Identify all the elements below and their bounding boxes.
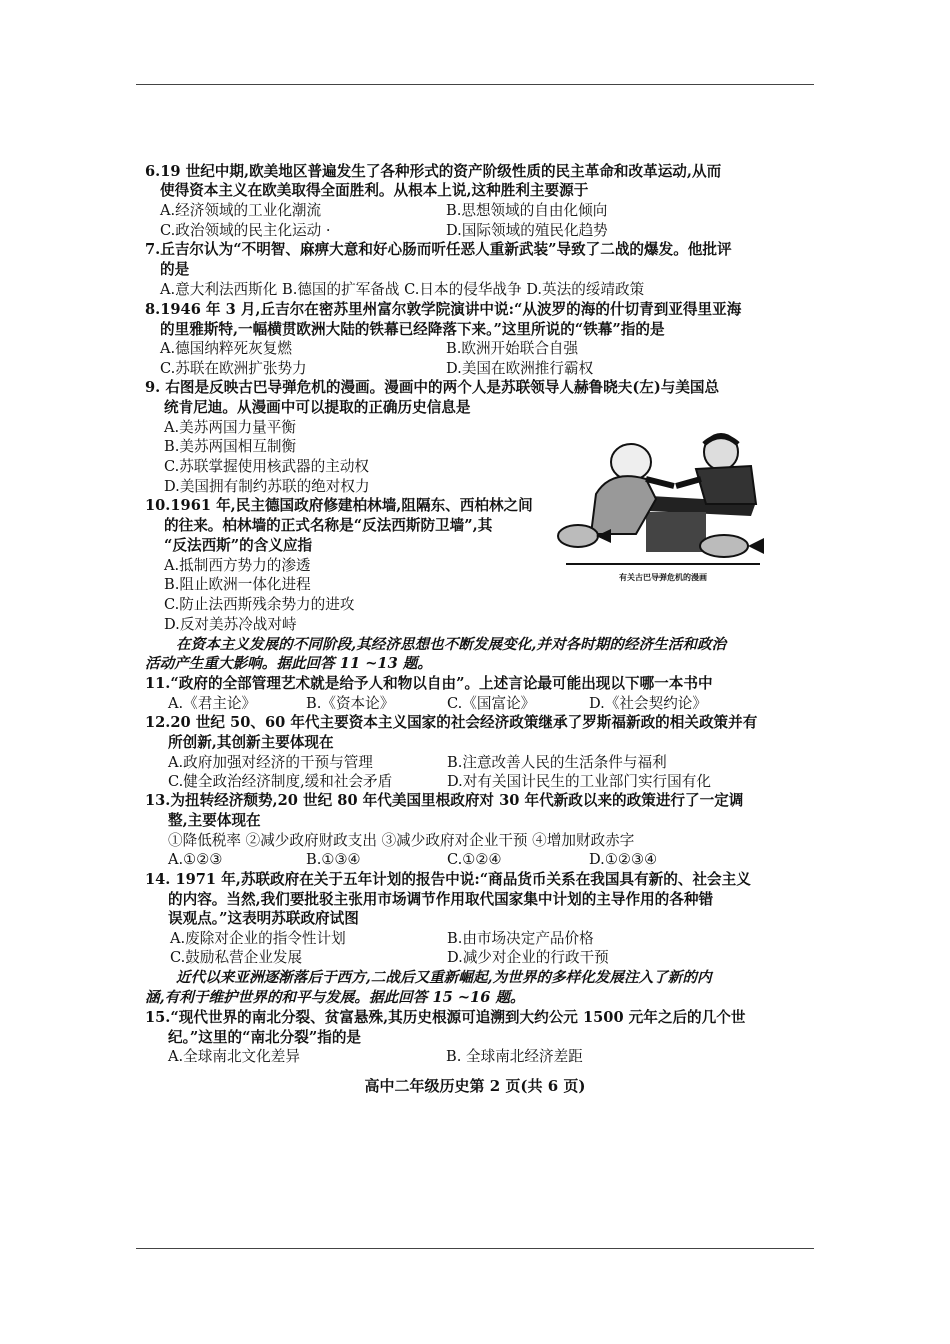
text-line: A.政府加强对经济的干预与管理 — [168, 754, 373, 771]
text-line: C.政治领域的民主化运动 · — [160, 222, 331, 239]
text-line: A.美苏两国力量平衡 — [164, 419, 296, 436]
text-line: 误观点。”这表明苏联政府试图 — [168, 910, 359, 927]
text-line: 整,主要体现在 — [168, 812, 261, 829]
text-line: 在资本主义发展的不同阶段,其经济思想也不断发展变化,并对各时期的经济生活和政治 — [176, 636, 727, 653]
text-line: C.①②④ — [447, 851, 502, 868]
text-line: 所创新,其创新主要体现在 — [168, 734, 334, 751]
text-line: 7.丘吉尔认为“不明智、麻痹大意和好心肠而听任恶人重新武装”导致了二战的爆发。他批评 — [145, 241, 732, 258]
text-line: A.德国纳粹死灰复燃 — [160, 340, 292, 357]
text-line: A.废除对企业的指令性计划 — [170, 930, 346, 947]
cuban-missile-crisis-cartoon — [556, 424, 770, 582]
text-line: 11.“政府的全部管理艺术就是给予人和物以自由”。上述言论最可能出现以下哪一本书中 — [145, 675, 713, 692]
text-line: D.美国拥有制约苏联的绝对权力 — [164, 478, 370, 495]
text-line: 的里雅斯特,一幅横贯欧洲大陆的铁幕已经降落下来。”这里所说的“铁幕”指的是 — [160, 321, 665, 338]
text-line: B.阻止欧洲一体化进程 — [164, 576, 311, 593]
text-line: C.苏联在欧洲扩张势力 — [160, 360, 307, 377]
text-line: D.国际领域的殖民化趋势 — [446, 222, 608, 239]
text-line: B.注意改善人民的生活条件与福利 — [447, 754, 667, 771]
text-line: B.①③④ — [306, 851, 361, 868]
text-line: 15.“现代世界的南北分裂、贫富悬殊,其历史根源可追溯到大约公元 1500 元年之后的几个世 — [145, 1009, 746, 1026]
text-line: D.减少对企业的行政干预 — [447, 949, 609, 966]
text-line: 统肯尼迪。从漫画中可以提取的正确历史信息是 — [164, 399, 471, 416]
text-line: 的是 — [160, 261, 190, 278]
text-line: B.欧洲开始联合自强 — [446, 340, 579, 357]
cartoon-drawing-icon — [556, 424, 770, 570]
text-line: ①降低税率 ②减少政府财政支出 ③减少政府对企业干预 ④增加财政赤字 — [168, 832, 635, 849]
text-line: C.健全政治经济制度,缓和社会矛盾 — [168, 773, 393, 790]
text-line: D.《社会契约论》 — [589, 695, 707, 712]
page-footer: 高中二年级历史第 2 页(共 6 页) — [364, 1077, 586, 1095]
text-line: A.意大利法西斯化 B.德国的扩军备战 C.日本的侵华战争 D.英法的绥靖政策 — [160, 281, 645, 298]
text-line: 8.1946 年 3 月,丘吉尔在密苏里州富尔敦学院演讲中说:“从波罗的海的什切青到亚得里亚海 — [145, 301, 742, 318]
top-rule — [136, 84, 814, 85]
text-line: B.《资本论》 — [306, 695, 395, 712]
text-line: A.《君主论》 — [168, 695, 257, 712]
text-line: A.经济领域的工业化潮流 — [160, 202, 322, 219]
bottom-rule — [136, 1248, 814, 1249]
text-line: 10.1961 年,民主德国政府修建柏林墙,阻隔东、西柏林之间 — [145, 497, 533, 514]
text-line: A.抵制西方势力的渗透 — [164, 557, 311, 574]
text-line: 活动产生重大影响。据此回答 11 ~13 题。 — [145, 655, 432, 672]
text-line: B.思想领域的自由化倾向 — [446, 202, 608, 219]
text-line: D.反对美苏冷战对峙 — [164, 616, 297, 633]
text-line: D.美国在欧洲推行霸权 — [446, 360, 594, 377]
text-line: “反法西斯”的含义应指 — [164, 537, 313, 554]
text-line: 6.19 世纪中期,欧美地区普遍发生了各种形式的资产阶级性质的民主革命和改革运动,从而 — [145, 163, 722, 180]
text-line: 12.20 世纪 50、60 年代主要资本主义国家的社会经济政策继承了罗斯福新政的相关政策并有 — [145, 714, 758, 731]
text-line: C.《国富论》 — [447, 695, 536, 712]
text-line: 14. 1971 年,苏联政府在关于五年计划的报告中说:“商品货币关系在我国具有新的、社会主义 — [145, 871, 751, 888]
cartoon-caption: 有关古巴导弹危机的漫画 — [619, 573, 707, 582]
text-line: B.由市场决定产品价格 — [447, 930, 594, 947]
text-line: 13.为扭转经济颓势,20 世纪 80 年代美国里根政府对 30 年代新政以来的政策进行了一定调 — [145, 792, 744, 809]
text-line: C.鼓励私营企业发展 — [170, 949, 303, 966]
text-line: 纪。”这里的“南北分裂”指的是 — [168, 1029, 362, 1046]
text-line: 的内容。当然,我们要批驳主张用市场调节作用取代国家集中计划的主导作用的各种错 — [168, 891, 714, 908]
text-line: 使得资本主义在欧美取得全面胜利。从根本上说,这种胜利主要源于 — [160, 182, 589, 199]
text-line: B. 全球南北经济差距 — [446, 1048, 583, 1065]
text-line: B.美苏两国相互制衡 — [164, 438, 297, 455]
text-line: 的往来。柏林墙的正式名称是“反法西斯防卫墙”,其 — [164, 517, 493, 534]
text-line: D.对有关国计民生的工业部门实行国有化 — [447, 773, 711, 790]
text-line: 涵,有利于维护世界的和平与发展。据此回答 15 ~16 题。 — [145, 989, 525, 1006]
text-line: C.防止法西斯残余势力的进攻 — [164, 596, 355, 613]
text-line: 近代以来亚洲逐渐落后于西方,二战后又重新崛起,为世界的多样化发展注入了新的内 — [176, 969, 712, 986]
text-line: A.全球南北文化差异 — [168, 1048, 300, 1065]
text-line: D.①②③④ — [589, 851, 658, 868]
text-line: 9. 右图是反映古巴导弹危机的漫画。漫画中的两个人是苏联领导人赫鲁晓夫(左)与美国总 — [145, 379, 720, 396]
text-line: C.苏联掌握使用核武器的主动权 — [164, 458, 370, 475]
text-line: A.①②③ — [168, 851, 223, 868]
